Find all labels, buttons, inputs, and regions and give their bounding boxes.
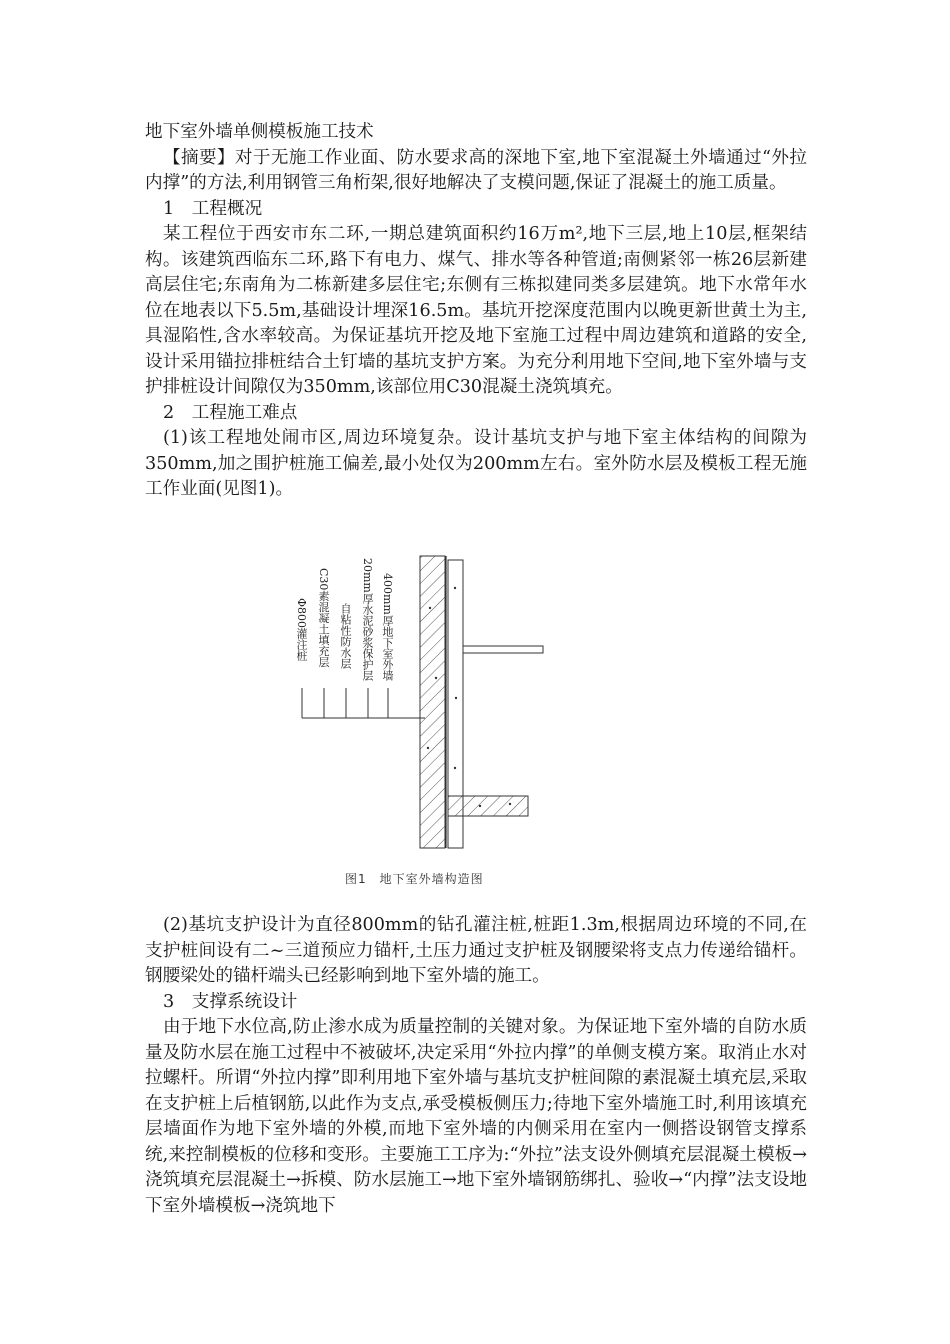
document-title: 地下室外墙单侧模板施工技术 (145, 122, 374, 142)
wall-section-drawing (290, 548, 560, 868)
wall-construction-figure (290, 548, 560, 898)
section-1-paragraph: 某工程位于西安市东二环,一期总建筑面积约16万m²,地下三层,地上10层,框架结构。该建筑西临东二环,路下有电力、煤气、排水等各种管道;南侧紧邻一栋26层新建高层住宅;东南角为二栋新建多层住宅;东侧有三栋拟建同类多层建筑。地下水常年水位在地表以下5.5m,基础设计埋深16.5m。基坑开挖深度范围内以晚更新世黄土为主,具湿陷性,含水率较高。为保证基坑开挖及地下室施工过程中周边建筑和道路的安全,设计采用锚拉排桩结合土钉墙的基坑支护方案。为充分利用地下空间,地下室外墙与支护排桩设计间隙仅为350mm,该部位用C30混凝土浇筑填充。 (145, 224, 807, 397)
text-block-lower (145, 913, 807, 1219)
figure-label-waterproof: 自粘性防水层 (339, 603, 352, 669)
section-3-heading: 3 支撑系统设计 (163, 991, 298, 1012)
figure-label-pile: Φ800灌注桩 (295, 598, 308, 662)
section-2-heading: 2 工程施工难点 (163, 402, 298, 423)
section-1-heading: 1 工程概况 (163, 198, 263, 219)
figure-label-mortar: 20mm厚水泥砂浆保护层 (361, 558, 374, 681)
section-2-paragraph-1: (1)该工程地处闹市区,周边环境复杂。设计基坑支护与地下室主体结构的间隙为350mm,加之围护桩施工偏差,最小处仅为200mm左右。室外防水层及模板工程无施工作业面(见图1)。 (145, 428, 807, 499)
fill-layer (420, 556, 445, 848)
floor-slab (463, 646, 543, 653)
figure-caption: 图1 地下室外墙构造图 (345, 872, 484, 886)
figure-label-fill: C30素混凝土填充层 (317, 568, 330, 668)
section-2-paragraph-2: (2)基坑支护设计为直径800mm的钻孔灌注桩,桩距1.3m,根据周边环境的不同,在支护桩间设有二~三道预应力锚杆,土压力通过支护桩及钢腰梁将支点力传递给锚杆。钢腰梁处的锚杆端头已经影响到地下室外墙的施工。 (145, 915, 807, 986)
text-block-upper (145, 120, 807, 503)
base-slab (448, 796, 528, 816)
figure-label-wall: 400mm厚地下室外墙 (381, 573, 394, 681)
abstract-paragraph: 【摘要】对于无施工作业面、防水要求高的深地下室,地下室混凝土外墙通过“外拉内撑”的方法,利用钢管三角桁架,很好地解决了支模问题,保证了混凝土的施工质量。 (145, 147, 807, 193)
section-3-paragraph: 由于地下水位高,防止渗水成为质量控制的关键对象。为保证地下室外墙的自防水质量及防水层在施工过程中不被破坏,决定采用“外拉内撑”的单侧支模方案。取消止水对拉螺杆。所谓“外拉内撑”即利用地下室外墙与基坑支护桩间隙的素混凝土填充层,采取在支护桩上后植钢筋,以此作为支点,承受模板侧压力;待地下室外墙施工时,利用该填充层墙面作为地下室外墙的外模,而地下室外墙的内侧采用在室内一侧搭设钢管支撑系统,来控制模板的位移和变形。主要施工工序为:“外拉”法支设外侧填充层混凝土模板→浇筑填充层混凝土→拆模、防水层施工→地下室外墙钢筋绑扎、验收→“内撑”法支设地下室外墙模板→浇筑地下 (145, 1017, 807, 1216)
